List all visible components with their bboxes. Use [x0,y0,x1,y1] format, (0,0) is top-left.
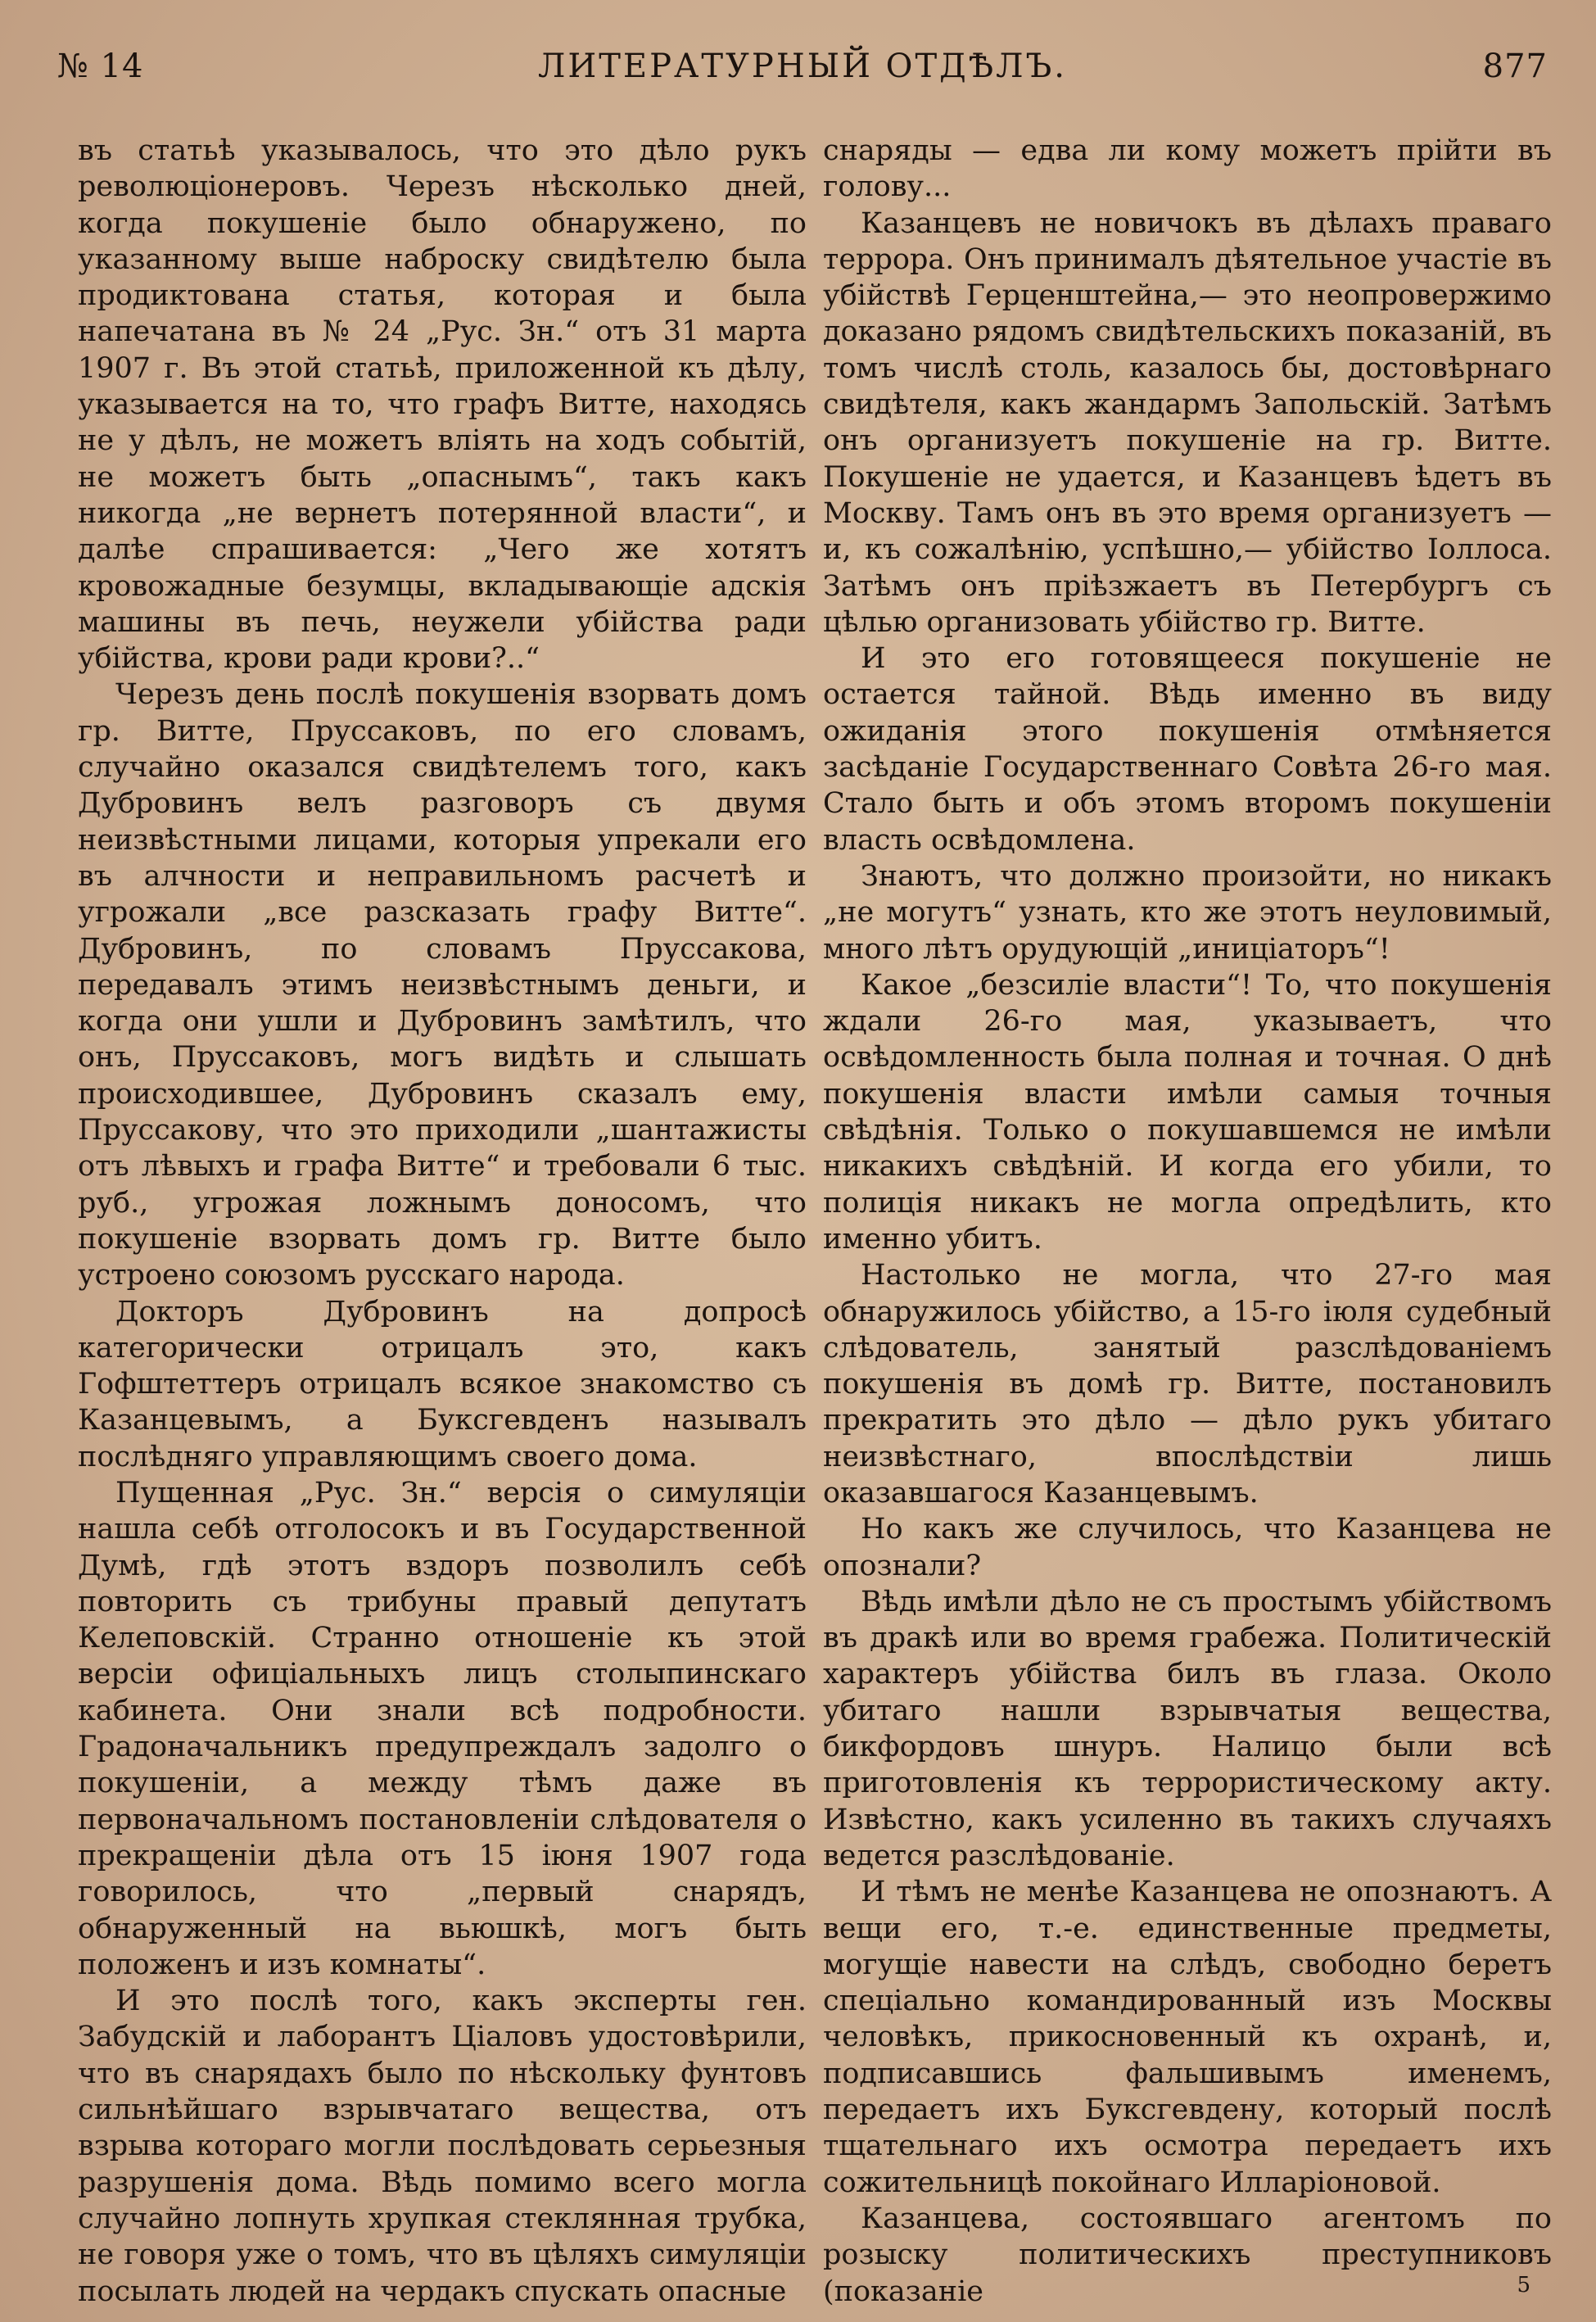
signature-mark: 5 [1517,2273,1530,2297]
right-column [823,133,1552,2310]
section-title: ЛИТЕРАТУРНЫЙ ОТДѢЛЪ. [537,48,1067,85]
running-header [57,48,1548,97]
right-paragraph-9: И тѣмъ не менѣе Казанцева не опознаютъ. А вещи его, т.-е. единственные предметы, могущіе навести на слѣдъ, свободно беретъ спеціально командированный изъ Москвы человѣкъ, прикосновенный къ охранѣ, и, подписавшись фальшивымъ именемъ, передаетъ ихъ Буксгевдену, который послѣ тщательнаго ихъ осмотра передаетъ ихъ сожительницѣ покойнаго Илларіоновой. [823,1876,1552,2199]
page-number: 877 [1482,48,1548,85]
right-paragraph-1: снаряды — едва ли кому можетъ прійти въ голову... [823,134,1552,204]
right-paragraph-8: Вѣдь имѣли дѣло не съ простымъ убійствомъ въ дракѣ или во время грабежа. Политическій характеръ убійства билъ въ глаза. Около убитаго нашли взрывчатыя вещества, бикфордовъ шнуръ. Налицо были всѣ приготовленія къ террористическому акту. Извѣстно, какъ усиленно въ такихъ случаяхъ ведется разслѣдованіе. [823,1585,1552,1872]
right-paragraph-6: Настолько не могла, что 27-го мая обнаружилось убійство, а 15-го іюля судебный слѣдователь, занятый разслѣдованіемъ покушенія въ домѣ гр. Витте, постановилъ прекратить это дѣло — дѣло рукъ убитаго неизвѣстнаго, впослѣдствіи лишь оказавшагося Казанцевымъ. [823,1259,1552,1510]
left-paragraph-4: Пущенная „Рус. Зн.“ версія о симуляціи нашла себѣ отголосокъ и въ Государственной Думѣ, гдѣ этотъ вздоръ позволилъ себѣ повторить съ трибуны правый депутатъ Келеповскій. Странно отношеніе къ этой версіи офиціальныхъ лицъ столыпинскаго кабинета. Они знали всѣ подробности. Градоначальникъ предупреждалъ задолго о покушеніи, а между тѣмъ даже въ первоначальномъ постановленіи слѣдователя о прекращеніи дѣла отъ 15 іюня 1907 года говорилось, что „первый снарядъ, обнаруженный на вьюшкѣ, могъ быть положенъ и изъ комнаты“. [78,1476,807,1981]
right-paragraph-10: Казанцева, состоявшаго агентомъ по розыску политическихъ преступниковъ (показаніе [823,2202,1552,2308]
right-paragraph-4: Знаютъ, что должно произойти, но никакъ „не могутъ“ узнать, кто же этотъ неуловимый, много лѣтъ орудующій „иниціаторъ“! [823,859,1552,966]
right-paragraph-7: Но какъ же случилось, что Казанцева не опознали? [823,1513,1552,1582]
issue-number: № 14 [57,48,144,85]
right-paragraph-2: Казанцевъ не новичокъ въ дѣлахъ праваго террора. Онъ принималъ дѣятельное участіе въ убійствѣ Герценштейна,— это неопровержимо доказано рядомъ свидѣтельскихъ показаній, въ томъ числѣ столь, казалось бы, достовѣрнаго свидѣтеля, какъ жандармъ Запольскій. Затѣмъ онъ организуетъ покушеніе на гр. Витте. Покушеніе не удается, и Казанцевъ ѣдетъ въ Москву. Тамъ онъ въ это время организуетъ — и, къ сожалѣнію, успѣшно,— убійство Іоллоса. Затѣмъ онъ пріѣзжаетъ въ Петербургъ съ цѣлью организовать убійство гр. Витте. [823,206,1552,639]
left-paragraph-5: И это послѣ того, какъ эксперты ген. Забудскій и лаборантъ Ціаловъ удостовѣрили, что въ снарядахъ было по нѣскольку фунтовъ сильнѣйшаго взрывчатаго вещества, отъ взрыва котораго могли послѣдовать серьезныя разрушенія дома. Вѣдь помимо всего могла случайно лопнуть хрупкая стеклянная трубка, не говоря уже о томъ, что въ цѣляхъ симуляціи посылать людей на чердакъ спускать опасные [78,1985,807,2308]
left-paragraph-2: Черезъ день послѣ покушенія взорвать домъ гр. Витте, Пруссаковъ, по его словамъ, случайно оказался свидѣтелемъ того, какъ Дубровинъ велъ разговоръ съ двумя неизвѣстными лицами, которыя упрекали его въ алчности и неправильномъ расчетѣ и угрожали „все разсказать графу Витте“. Дубровинъ, по словамъ Пруссакова, передавалъ этимъ неизвѣстнымъ деньги, и когда они ушли и Дубровинъ замѣтилъ, что онъ, Пруссаковъ, могъ видѣть и слышать происходившее, Дубровинъ сказалъ ему, Пруссакову, что это приходили „шантажисты отъ лѣвыхъ и графа Витте“ и требовали 6 тыс. руб., угрожая ложнымъ доносомъ, что покушеніе взорвать домъ гр. Витте было устроено союзомъ русскаго народа. [78,678,807,1292]
left-paragraph-1: въ статьѣ указывалось, что это дѣло рукъ революціонеровъ. Черезъ нѣсколько дней, когда покушеніе было обнаружено, по указанному выше наброску свидѣтелю была продиктована статья, которая и была напечатана въ № 24 „Рус. Зн.“ отъ 31 марта 1907 г. Въ этой статьѣ, приложенной къ дѣлу, указывается на то, что графъ Витте, находясь не у дѣлъ, не можетъ вліять на ходъ событій, не можетъ быть „опаснымъ“, такъ какъ никогда „не вернетъ потерянной власти“, и далѣе спрашивается: „Чего же хотятъ кровожадные безумцы, вкладывающіе адскія машины въ печь, неужели убійства ради убійства, крови ради крови?..“ [78,134,807,676]
right-paragraph-5: Какое „безсиліе власти“! То, что покушенія ждали 26-го мая, указываетъ, что освѣдомленность была полная и точная. О днѣ покушенія власти имѣли самыя точныя свѣдѣнія. Только о покушавшемся не имѣли никакихъ свѣдѣній. И когда его убили, то полиція никакъ не могла опредѣлить, кто именно убитъ. [823,968,1552,1256]
right-paragraph-3: И это его готовящееся покушеніе не остается тайной. Вѣдь именно въ виду ожиданія этого покушенія отмѣняется засѣданіе Государственнаго Совѣта 26-го мая. Стало быть и объ этомъ второмъ покушеніи власть освѣдомлена. [823,642,1552,857]
left-paragraph-3: Докторъ Дубровинъ на допросѣ категорически отрицалъ это, какъ Гофштеттеръ отрицалъ всякое знакомство съ Казанцевымъ, а Буксгевденъ называлъ послѣдняго управляющимъ своего дома. [78,1295,807,1473]
left-column [78,133,807,2310]
